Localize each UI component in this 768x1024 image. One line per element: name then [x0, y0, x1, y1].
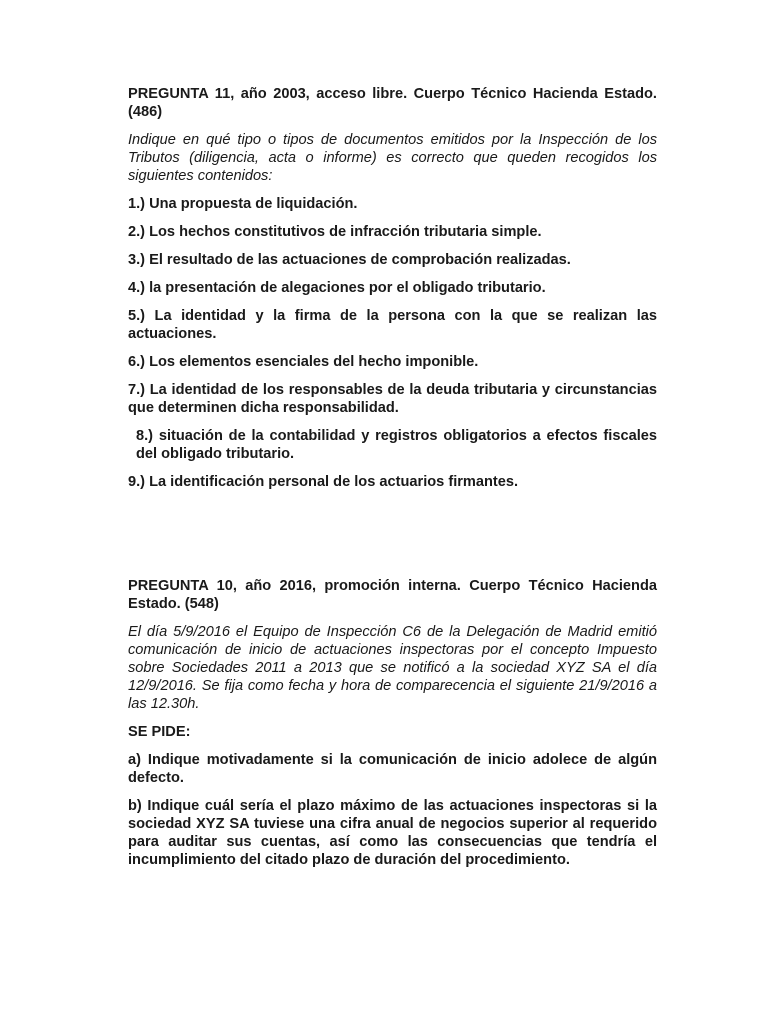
- list-item: 4.) la presentación de alegaciones por el obligado tributario.: [128, 280, 546, 296]
- list-item: 1.) Una propuesta de liquidación.: [128, 196, 358, 212]
- list-item: 6.) Los elementos esenciales del hecho imponible.: [128, 354, 479, 370]
- question-title: PREGUNTA 11, año 2003, acceso libre. Cuerpo Técnico Hacienda Estado. (486): [128, 86, 657, 120]
- question-10: [128, 577, 657, 869]
- list-item: 8.) situación de la contabilidad y registros obligatorios a efectos fiscales del obligado tributario.: [136, 428, 657, 462]
- question-title: PREGUNTA 10, año 2016, promoción interna. Cuerpo Técnico Hacienda Estado. (548): [128, 578, 657, 612]
- list-item: 2.) Los hechos constitutivos de infracción tributaria simple.: [128, 224, 542, 240]
- list-item: 7.) La identidad de los responsables de la deuda tributaria y circunstancias que determinen dicha responsabilidad.: [128, 382, 657, 416]
- question-statement: El día 5/9/2016 el Equipo de Inspección C6 de la Delegación de Madrid emitió comunicación de inicio de actuaciones inspectoras por el concepto Impuesto sobre Sociedades 2011 a 2013 que se notificó a la sociedad XYZ SA el día 12/9/2016. Se fija como fecha y hora de comparecencia el siguiente 21/9/2016 a las 12.30h.: [128, 624, 657, 712]
- se-pide-heading: SE PIDE:: [128, 724, 191, 740]
- list-item: 3.) El resultado de las actuaciones de comprobación realizadas.: [128, 252, 571, 268]
- document-page: [128, 85, 657, 879]
- question-statement: Indique en qué tipo o tipos de documentos emitidos por la Inspección de los Tributos (diligencia, acta o informe) es correcto que queden recogidos los siguientes contenidos:: [128, 132, 657, 184]
- task-b: b) Indique cuál sería el plazo máximo de las actuaciones inspectoras si la sociedad XYZ SA tuviese una cifra anual de negocios superior al requerido para auditar sus cuentas, así como las consecuencias que tendría el incumplimiento del citado plazo de duración del procedimiento.: [128, 798, 657, 868]
- task-a: a) Indique motivadamente si la comunicación de inicio adolece de algún defecto.: [128, 752, 657, 786]
- list-item: 9.) La identificación personal de los actuarios firmantes.: [128, 474, 519, 490]
- list-item: 5.) La identidad y la firma de la persona con la que se realizan las actuaciones.: [128, 308, 657, 342]
- question-11: [128, 85, 657, 491]
